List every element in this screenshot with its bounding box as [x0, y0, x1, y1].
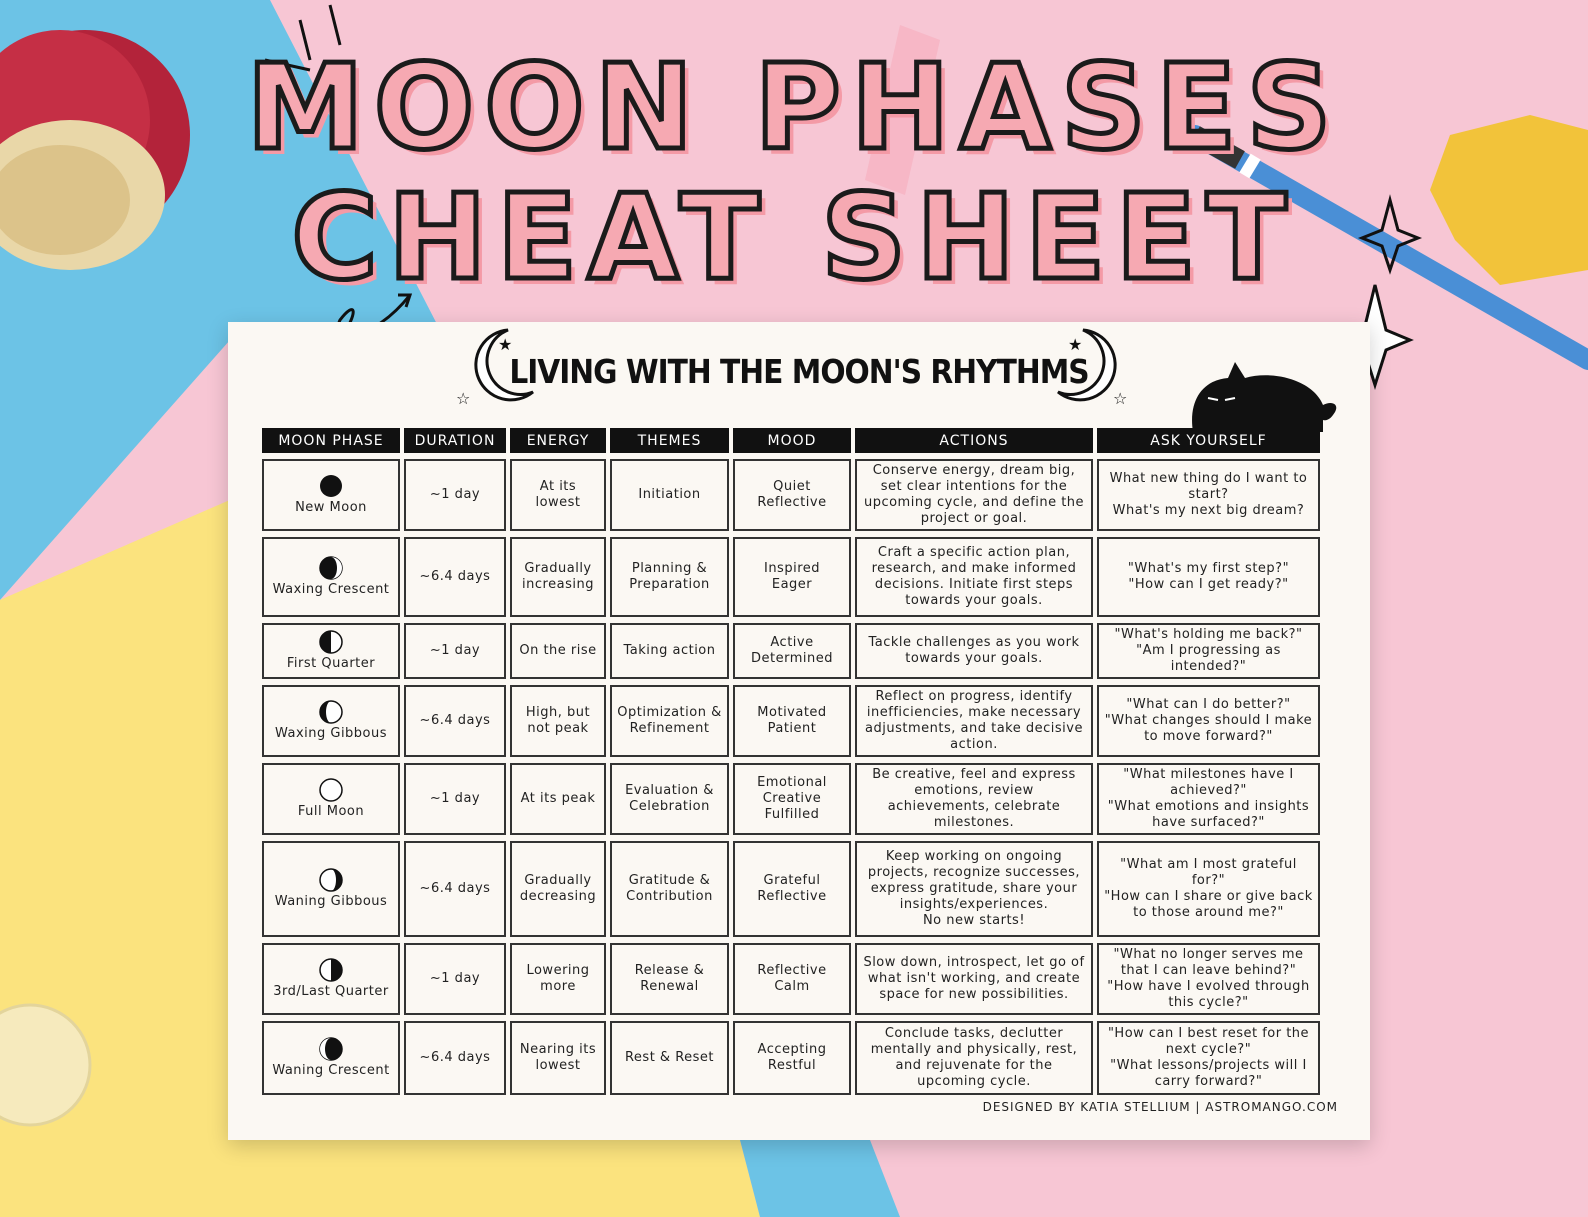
waning-crescent-icon — [319, 1037, 343, 1061]
moon-phase-name: Waxing Gibbous — [274, 726, 388, 741]
header-mood: MOOD — [733, 428, 851, 453]
cheat-sheet — [228, 322, 1370, 1140]
ask-yourself-cell: "What can I do better?" "What changes should I make to move forward?" — [1097, 685, 1320, 757]
actions-cell: Tackle challenges as you work towards your goals. — [855, 623, 1093, 679]
energy-cell: At its peak — [510, 763, 606, 835]
actions-cell: Craft a specific action plan, research, and make informed decisions. Initiate first steps towards your goals. — [855, 537, 1093, 617]
moon-phase-cell — [262, 1021, 400, 1095]
ask-yourself-cell: "How can I best reset for the next cycle?" "What lessons/projects will I carry forward?" — [1097, 1021, 1320, 1095]
designer-credit: DESIGNED BY KATIA STELLIUM | ASTROMANGO.COM — [982, 1100, 1338, 1114]
actions-cell: Conserve energy, dream big, set clear intentions for the upcoming cycle, and define the project or goal. — [855, 459, 1093, 531]
themes-cell: Gratitude & Contribution — [610, 841, 729, 937]
duration-cell: ~1 day — [404, 459, 506, 531]
mood-cell: Emotional Creative Fulfilled — [733, 763, 851, 835]
table-header-row — [262, 428, 1320, 453]
header-actions: ACTIONS — [855, 428, 1093, 453]
ask-yourself-cell: "What no longer serves me that I can leave behind?" "How have I evolved through this cycle?" — [1097, 943, 1320, 1015]
moon-phase-cell — [262, 459, 400, 531]
energy-cell: On the rise — [510, 623, 606, 679]
header-duration: DURATION — [404, 428, 506, 453]
waxing-crescent-icon — [319, 556, 343, 580]
moon-phase-name: 3rd/Last Quarter — [273, 984, 389, 999]
mood-cell: Quiet Reflective — [733, 459, 851, 531]
energy-cell: Gradually decreasing — [510, 841, 606, 937]
moon-phases-table — [258, 422, 1324, 1101]
svg-text:☆: ☆ — [1113, 389, 1128, 408]
mood-cell: Reflective Calm — [733, 943, 851, 1015]
header-energy: ENERGY — [510, 428, 606, 453]
moon-phase-name: New Moon — [295, 500, 367, 515]
table-row — [262, 537, 1320, 617]
moon-phase-cell — [262, 841, 400, 937]
actions-cell: Be creative, feel and express emotions, review achievements, celebrate milestones. — [855, 763, 1093, 835]
actions-cell: Keep working on ongoing projects, recognize successes, express gratitude, share your insights/experiences. No new starts! — [855, 841, 1093, 937]
themes-cell: Evaluation & Celebration — [610, 763, 729, 835]
table-row — [262, 841, 1320, 937]
waxing-gibbous-icon — [319, 700, 343, 724]
mood-cell: Motivated Patient — [733, 685, 851, 757]
svg-text:☆: ☆ — [456, 389, 471, 408]
actions-cell: Conclude tasks, declutter mentally and physically, rest, and rejuvenate for the upcoming cycle. — [855, 1021, 1093, 1095]
duration-cell: ~6.4 days — [404, 537, 506, 617]
moon-phase-name: Full Moon — [297, 804, 365, 819]
ask-yourself-cell: "What's my first step?" "How can I get ready?" — [1097, 537, 1320, 617]
moon-phase-cell — [262, 943, 400, 1015]
poster-title-line1: MOON PHASES — [246, 38, 1342, 176]
themes-cell: Initiation — [610, 459, 729, 531]
duration-cell: ~6.4 days — [404, 1021, 506, 1095]
moon-phase-cell — [262, 623, 400, 679]
mood-cell: Grateful Reflective — [733, 841, 851, 937]
table-row — [262, 943, 1320, 1015]
duration-cell: ~6.4 days — [404, 685, 506, 757]
ask-yourself-cell: "What's holding me back?" "Am I progressing as intended?" — [1097, 623, 1320, 679]
waning-gibbous-icon — [319, 868, 343, 892]
moon-phase-name: Waning Gibbous — [274, 894, 388, 909]
energy-cell: Lowering more — [510, 943, 606, 1015]
energy-cell: At its lowest — [510, 459, 606, 531]
new-moon-icon — [319, 474, 343, 498]
moon-phase-cell — [262, 685, 400, 757]
moon-phase-name: First Quarter — [286, 656, 376, 671]
moon-phase-name: Waxing Crescent — [272, 582, 390, 597]
header-moon-phase: MOON PHASE — [262, 428, 400, 453]
themes-cell: Rest & Reset — [610, 1021, 729, 1095]
mood-cell: Active Determined — [733, 623, 851, 679]
table-row — [262, 623, 1320, 679]
themes-cell: Planning & Preparation — [610, 537, 729, 617]
moon-phase-cell — [262, 537, 400, 617]
table-row — [262, 459, 1320, 531]
ask-yourself-cell: What new thing do I want to start? What's my next big dream? — [1097, 459, 1320, 531]
moon-phase-name: Waning Crescent — [272, 1063, 390, 1078]
mood-cell: Accepting Restful — [733, 1021, 851, 1095]
last-quarter-icon — [319, 958, 343, 982]
full-moon-icon — [319, 778, 343, 802]
ask-yourself-cell: "What am I most grateful for?" "How can I share or give back to those around me?" — [1097, 841, 1320, 937]
table-row — [262, 685, 1320, 757]
ask-yourself-cell: "What milestones have I achieved?" "What emotions and insights have surfaced?" — [1097, 763, 1320, 835]
themes-cell: Release & Renewal — [610, 943, 729, 1015]
energy-cell: High, but not peak — [510, 685, 606, 757]
table-row — [262, 1021, 1320, 1095]
sheet-title: LIVING WITH THE MOON'S RHYTHMS — [509, 352, 1089, 391]
energy-cell: Gradually increasing — [510, 537, 606, 617]
energy-cell: Nearing its lowest — [510, 1021, 606, 1095]
duration-cell: ~1 day — [404, 623, 506, 679]
duration-cell: ~6.4 days — [404, 841, 506, 937]
svg-text:★: ★ — [498, 335, 513, 354]
duration-cell: ~1 day — [404, 943, 506, 1015]
header-ask-yourself: ASK YOURSELF — [1097, 428, 1320, 453]
first-quarter-icon — [319, 630, 343, 654]
header-themes: THEMES — [610, 428, 729, 453]
moon-phase-cell — [262, 763, 400, 835]
themes-cell: Taking action — [610, 623, 729, 679]
poster-title-line2: CHEAT SHEET — [291, 168, 1297, 306]
actions-cell: Slow down, introspect, let go of what isn't working, and create space for new possibilities. — [855, 943, 1093, 1015]
actions-cell: Reflect on progress, identify inefficiencies, make necessary adjustments, and take decisive action. — [855, 685, 1093, 757]
duration-cell: ~1 day — [404, 763, 506, 835]
svg-text:★: ★ — [1068, 335, 1083, 354]
mood-cell: Inspired Eager — [733, 537, 851, 617]
themes-cell: Optimization & Refinement — [610, 685, 729, 757]
table-row — [262, 763, 1320, 835]
